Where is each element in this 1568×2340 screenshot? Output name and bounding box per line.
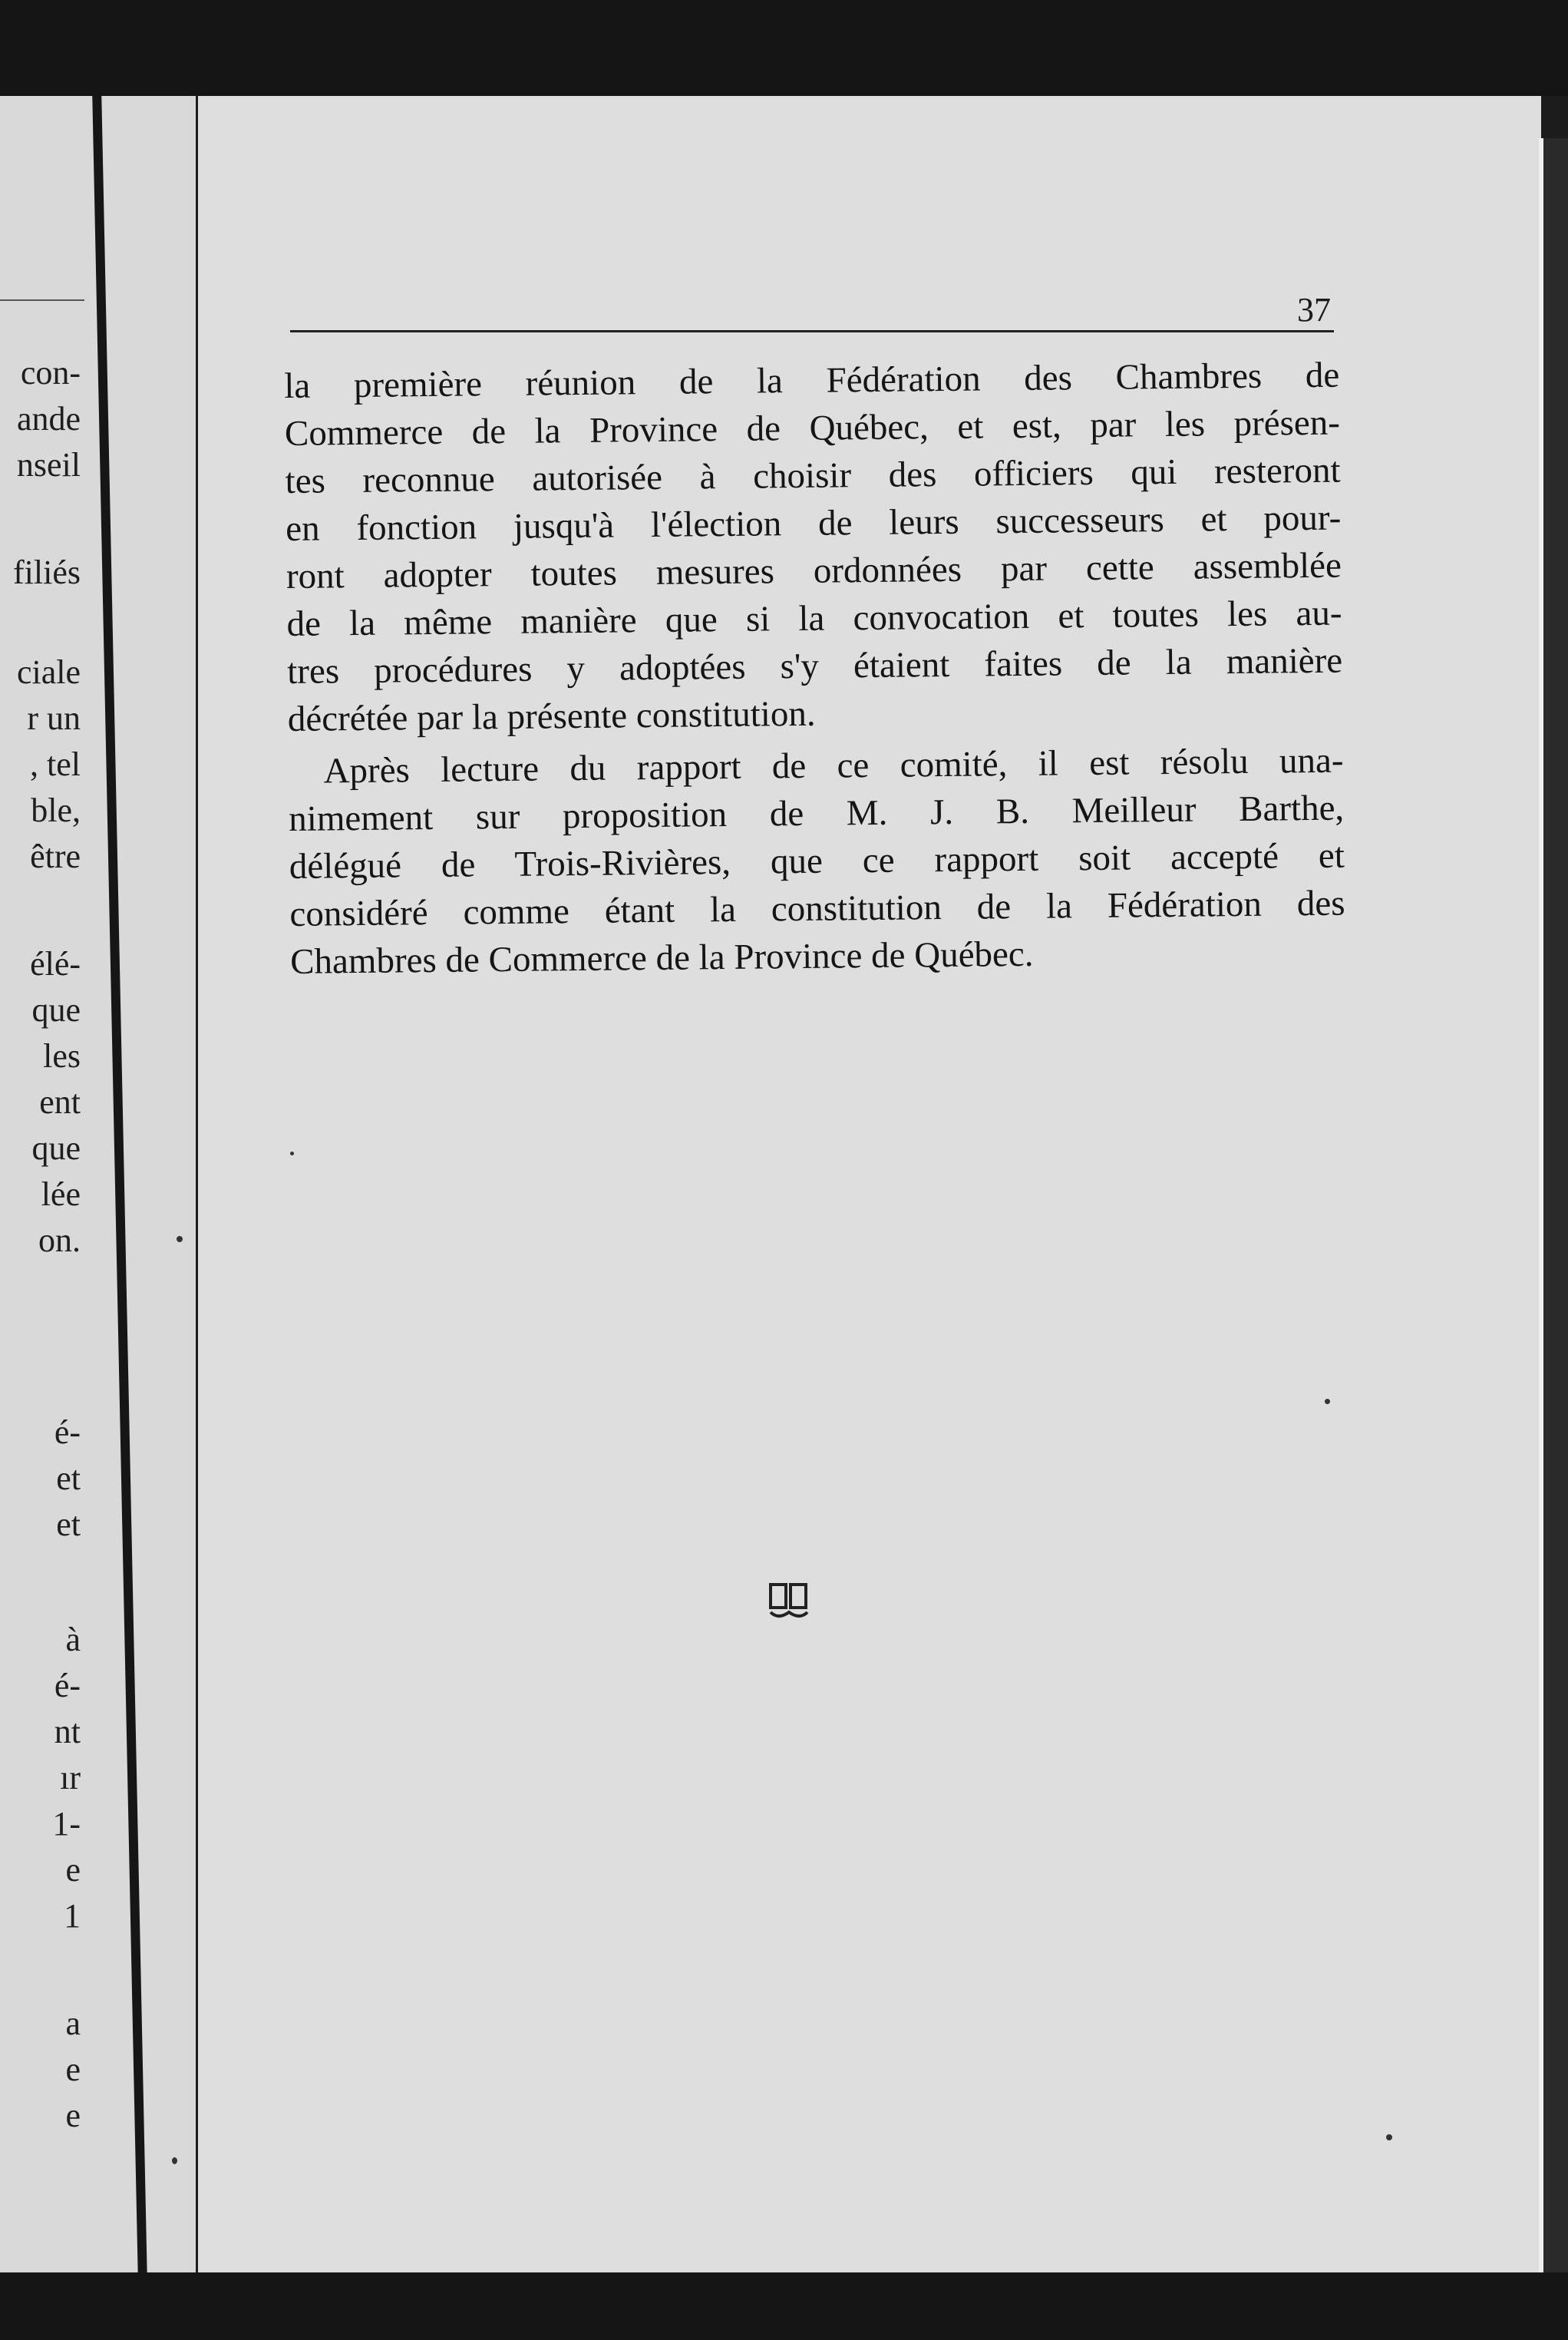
left-page-text-fragment: filiés [13, 554, 81, 591]
left-page-text-fragment: é- [54, 1413, 81, 1451]
text-line: tres procédures y adoptées s'y étaient faites de la manière [286, 640, 1343, 692]
left-page-text-fragment: 1 [64, 1897, 81, 1935]
left-page-text-fragment: on. [38, 1221, 81, 1259]
left-page-text-fragment: élé- [30, 945, 81, 983]
left-page-text-fragment: a [65, 2005, 81, 2042]
body-text [284, 352, 1345, 986]
left-page-text-fragment: ır [60, 1759, 81, 1796]
left-page-text-fragment: ble, [31, 792, 81, 829]
text-line: nimement sur proposition de M. J. B. Meilleur Barthe, [288, 788, 1345, 839]
text-line: ront adopter toutes mesures ordonnées par cette assemblée [286, 545, 1342, 597]
scan-speck [1325, 1399, 1330, 1404]
header-rule [290, 330, 1334, 332]
left-page-text-fragment: être [30, 838, 81, 875]
scan-speck [1386, 2134, 1392, 2140]
page-number: 37 [1297, 291, 1331, 329]
text-line: décrétée par la présente constitution. [287, 693, 816, 739]
text-line: tes reconnue autorisée à choisir des officiers qui resteront [285, 450, 1341, 501]
text-line: de la même manière que si la convocation et toutes les au- [286, 593, 1342, 644]
scan-speck [172, 2157, 177, 2164]
left-page-text-fragment: nseil [16, 446, 81, 484]
paragraph-resolution [288, 737, 1345, 986]
left-page-text-fragment: lée [41, 1175, 81, 1213]
text-line: la première réunion de la Fédération des Chambres de [284, 355, 1340, 406]
left-page-text-fragment: e [65, 2051, 81, 2088]
scan-border-bottom [0, 2272, 1568, 2340]
left-page-header-rule [0, 299, 84, 301]
scan-speck [290, 1152, 294, 1155]
left-page-text-fragment: é- [54, 1667, 81, 1704]
left-page-text-fragment: e [65, 1851, 81, 1889]
left-page-text-fragment: ent [39, 1083, 81, 1121]
left-page-text-fragment: les [43, 1037, 81, 1075]
scan-border-top [0, 0, 1568, 96]
text-line: Commerce de la Province de Québec, et est, par les présen- [284, 402, 1341, 454]
left-page-text-fragment: e [65, 2097, 81, 2134]
left-page-text-fragment: nt [54, 1713, 81, 1750]
left-page-text-fragment: 1- [52, 1805, 81, 1843]
text-line: considéré comme étant la constitution de la Fédération des [289, 883, 1345, 934]
left-page-text-fragment: ande [16, 400, 81, 438]
left-facing-page [0, 96, 196, 2276]
scan-speck [177, 1236, 183, 1242]
left-page-text-fragment: r un [27, 699, 81, 737]
left-page-text-fragment: et [56, 1505, 81, 1543]
left-page-text-fragment: et [56, 1459, 81, 1497]
text-line: Chambres de Commerce de la Province de Québec. [289, 934, 1034, 982]
left-page-text-fragment: ciale [16, 653, 81, 691]
left-page-text-fragment: à [65, 1621, 81, 1658]
left-page-text-fragment: , tel [30, 745, 81, 783]
text-line: Après lecture du rapport de ce comité, il est résolu una- [323, 740, 1344, 792]
paragraph-continuation [284, 352, 1343, 743]
left-page-text-fragment: con- [20, 354, 81, 392]
text-line: en fonction jusqu'à l'élection de leurs successeurs et pour- [286, 497, 1342, 549]
page-right-edge [1539, 138, 1568, 2272]
left-page-text-fragment: que [31, 1129, 81, 1167]
fleuron-ornament-icon [767, 1581, 810, 1621]
left-page-text-fragment: que [31, 991, 81, 1029]
text-line: délégué de Trois-Rivières, que ce rapport soit accepté et [289, 835, 1345, 887]
